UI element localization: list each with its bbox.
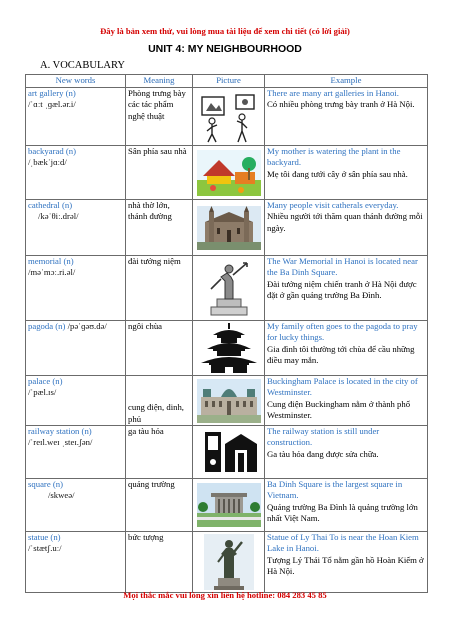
word-cell: [26, 376, 126, 426]
example-cell: [265, 256, 428, 321]
table-row: [26, 256, 428, 321]
example-english: Many people visit catherals everyday.: [267, 200, 399, 210]
word-cell: [26, 426, 126, 479]
word: statue (n): [28, 532, 61, 542]
example-english: The War Memorial in Hanoi is located near the Ba Dinh Square.: [267, 256, 418, 278]
table-header-row: [26, 75, 428, 88]
word: cathedral (n): [28, 200, 73, 210]
unit-title: UNIT 4: MY NEIGHBOURHOOD: [148, 43, 302, 55]
meaning-cell: đài tưởng niệm: [126, 256, 193, 321]
picture-cell: [193, 479, 265, 532]
pagoda-icon: [199, 323, 259, 373]
pronunciation: /ˈstætʃ.uː/: [28, 543, 62, 554]
word-cell: [26, 256, 126, 321]
picture-cell: [193, 426, 265, 479]
meaning-cell: ga tàu hỏa: [126, 426, 193, 479]
example-english: The railway station is still under construction.: [267, 426, 380, 448]
meaning-cell: ngôi chùa: [126, 321, 193, 376]
meaning-cell: quảng trường: [126, 479, 193, 532]
section-title: A. VOCABULARY: [40, 60, 125, 71]
example-cell: [265, 146, 428, 200]
square-icon: [197, 483, 261, 527]
column-header-new-words: New words: [26, 75, 126, 88]
pronunciation: /ˈpæl.ɪs/: [28, 387, 57, 398]
example-vietnamese: Quảng trường Ba Đình là quảng trường lớn nhất Việt Nam.: [267, 501, 418, 523]
table-row: [26, 376, 428, 426]
example-vietnamese: Có nhiều phòng trưng bày tranh ở Hà Nội.: [267, 99, 415, 110]
example-cell: [265, 200, 428, 256]
example-vietnamese: Gia đình tôi thường tới chùa để cầu những điều may mắn.: [267, 343, 415, 365]
table-row: [26, 532, 428, 593]
picture-cell: [193, 256, 265, 321]
example-english: There are many art galleries in Hanoi.: [267, 88, 399, 98]
example-english: Statue of Ly Thai To is near the Hoan Kiem Lake in Hanoi.: [267, 532, 419, 554]
example-cell: [265, 479, 428, 532]
table-row: [26, 88, 428, 146]
meaning-cell: bức tượng: [126, 532, 193, 593]
example-cell: [265, 426, 428, 479]
column-header-meaning: Meaning: [126, 75, 193, 88]
example-cell: [265, 321, 428, 376]
word: railway station (n): [28, 426, 92, 436]
example-vietnamese: Nhiều người tới thăm quan thánh đường mỗi ngày.: [267, 211, 423, 233]
word: art gallery (n): [28, 88, 76, 98]
example-english: My mother is watering the plant in the backyard.: [267, 146, 401, 168]
word-cell: [26, 479, 126, 532]
word-cell: [26, 532, 126, 593]
pronunciation: /ˈreɪl.weɪ ˌsteɪ.ʃən/: [28, 437, 93, 448]
table-row: [26, 426, 428, 479]
art-gallery-icon: [198, 91, 260, 143]
example-vietnamese: Tượng Lý Thái Tổ nằm gần hồ Hoàn Kiếm ở Hà Nội.: [267, 554, 424, 576]
pronunciation: /məˈmɔː.ri.əl/: [28, 267, 76, 278]
pronunciation: /ˈɑːt ˌɡæl.ər.i/: [28, 99, 76, 110]
palace-icon: [197, 379, 261, 423]
picture-cell: [193, 532, 265, 593]
word: palace (n): [28, 376, 63, 386]
cathedral-icon: [197, 206, 261, 250]
statue-icon: [204, 534, 254, 590]
vocabulary-table: [25, 74, 428, 593]
example-vietnamese: Mẹ tôi đang tưới cây ở sân phía sau nhà.: [267, 168, 408, 179]
picture-cell: [193, 88, 265, 146]
hotline-banner: Mọi thắc mắc vui lòng xin liên hệ hotline: 084 283 45 85: [123, 590, 327, 600]
word-cell: [26, 321, 126, 376]
memorial-icon: [203, 259, 255, 317]
word-cell: [26, 146, 126, 200]
table-row: [26, 200, 428, 256]
example-english: Ba Dinh Square is the largest square in Vietnam.: [267, 479, 403, 501]
meaning-cell: Phòng trưng bày các tác phẩm nghệ thuật: [126, 88, 193, 146]
picture-cell: [193, 376, 265, 426]
example-english: My family often goes to the pagoda to pray for lucky things.: [267, 321, 418, 343]
railway-station-icon: [201, 428, 257, 476]
pronunciation: /pəˈɡəʊ.də/: [67, 321, 107, 331]
pronunciation: /ˌbækˈjɑːd/: [28, 157, 67, 168]
example-vietnamese: Ga tàu hỏa đang được sửa chữa.: [267, 448, 379, 459]
backyard-icon: [197, 150, 261, 196]
word: backyarad (n): [28, 146, 76, 156]
table-row: [26, 479, 428, 532]
example-cell: [265, 376, 428, 426]
example-cell: [265, 532, 428, 593]
example-english: Buckingham Palace is located in the city of Westminster.: [267, 376, 418, 398]
word-cell: [26, 200, 126, 256]
column-header-example: Example: [265, 75, 428, 88]
table-row: [26, 321, 428, 376]
preview-banner: Đây là bản xem thử, vui lòng mua tài liệu để xem chi tiết (có lời giải): [100, 26, 350, 36]
word: pagoda (n): [28, 321, 66, 331]
table-row: [26, 146, 428, 200]
word-with-pronunciation: [28, 321, 123, 332]
meaning-cell: nhà thờ lớn, thánh đường: [126, 200, 193, 256]
picture-cell: [193, 200, 265, 256]
example-vietnamese: Đài tưởng niệm chiến tranh ở Hà Nội được đặt ở gần quảng trường Ba Đình.: [267, 278, 417, 300]
meaning-cell: Sân phía sau nhà: [126, 146, 193, 200]
column-header-picture: Picture: [193, 75, 265, 88]
word: square (n): [28, 479, 63, 489]
example-vietnamese: Cung điện Buckingham nằm ở thành phố Westminster.: [267, 398, 411, 420]
example-cell: [265, 88, 428, 146]
picture-cell: [193, 146, 265, 200]
picture-cell: [193, 321, 265, 376]
pronunciation: /skweə/: [48, 490, 75, 501]
pronunciation: /kəˈθiː.drəl/: [38, 211, 79, 222]
meaning-cell: cung điện, dinh, phủ: [126, 376, 193, 426]
word-cell: [26, 88, 126, 146]
word: memorial (n): [28, 256, 74, 266]
